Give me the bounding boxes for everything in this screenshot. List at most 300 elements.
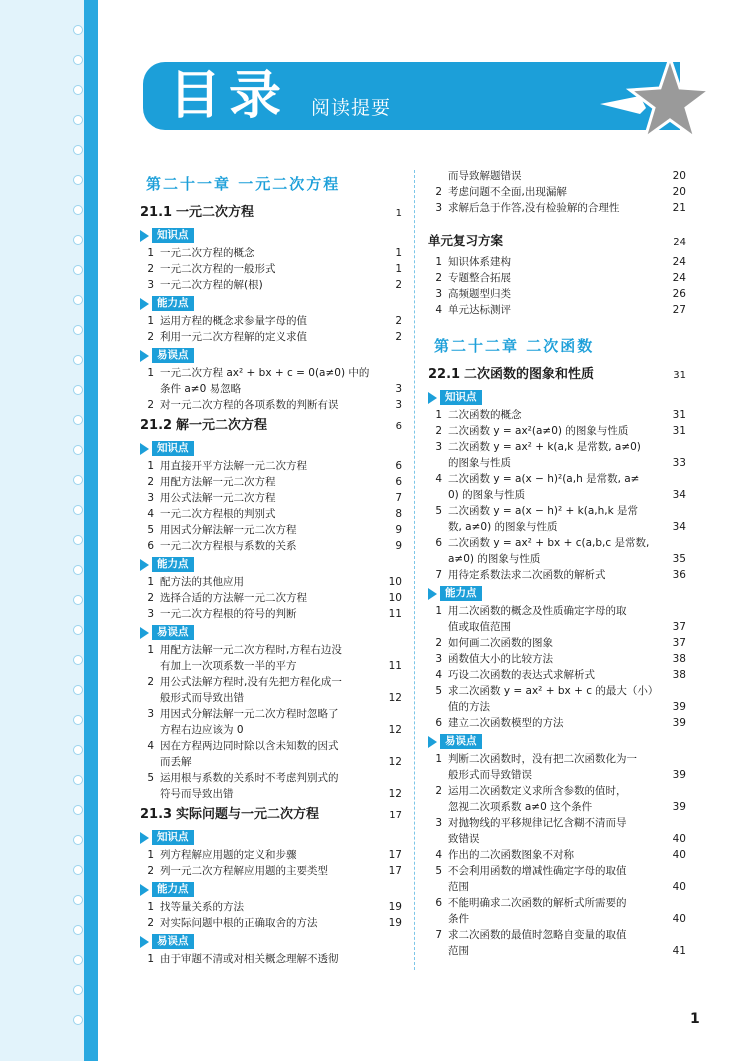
section-heading[interactable] — [140, 804, 402, 827]
toc-entry[interactable] — [140, 261, 402, 277]
category-label: 易误点 — [152, 348, 194, 363]
page-ref: 37 — [672, 621, 686, 633]
toc-entry[interactable] — [140, 245, 402, 261]
toc-entry[interactable] — [428, 911, 686, 927]
entry-text: 一元二次方程根的判别式 — [160, 508, 276, 520]
entry-text: 专题整合拓展 — [448, 272, 511, 284]
page-ref: 1 — [395, 208, 402, 219]
toc-entry[interactable] — [428, 715, 686, 731]
entry-text: 选择合适的方法解一元二次方程 — [160, 592, 307, 604]
toc-entry[interactable] — [428, 407, 686, 423]
page-ref: 31 — [672, 425, 686, 437]
chapter-heading[interactable]: 第二十二章 二次函数 — [434, 337, 595, 355]
toc-entry[interactable] — [140, 863, 402, 879]
entry-text: 忽视二次项系数 a≠0 这个条件 — [448, 801, 593, 813]
toc-entry[interactable] — [140, 538, 402, 554]
section-number: 22.1 — [428, 367, 461, 382]
binder-hole — [74, 506, 83, 515]
entry-text: 一元二次方程 ax² + bx + c = 0(a≠0) 中的 — [160, 367, 370, 379]
page-ref: 12 — [388, 788, 402, 800]
entry-text: 用因式分解法解一元二次方程 — [160, 524, 297, 536]
entry-number: 2 — [147, 917, 154, 929]
page-ref: 38 — [672, 669, 686, 681]
category-tag — [140, 441, 402, 456]
page-subtitle: 阅读提要 — [311, 97, 392, 119]
entry-number: 2 — [147, 476, 154, 488]
entry-number: 1 — [435, 409, 442, 421]
binder-hole — [74, 26, 83, 35]
entry-number: 3 — [435, 817, 442, 829]
toc-entry[interactable] — [140, 915, 402, 931]
page-ref: 11 — [388, 608, 402, 620]
binder-hole — [74, 596, 83, 605]
page-ref: 10 — [388, 576, 402, 588]
section-title: 二次函数的图象和性质 — [464, 367, 595, 382]
toc-entry[interactable] — [428, 863, 686, 879]
play-triangle-icon — [140, 443, 149, 455]
binder-hole — [74, 146, 83, 155]
entry-number: 5 — [435, 685, 442, 697]
entry-text: 列一元二次方程解应用题的主要类型 — [160, 865, 328, 877]
toc-entry[interactable] — [428, 847, 686, 863]
entry-number: 2 — [147, 399, 154, 411]
binder-hole — [74, 746, 83, 755]
category-tag — [140, 557, 402, 572]
page-ref: 36 — [672, 569, 686, 581]
page-ref: 37 — [672, 637, 686, 649]
toc-entry[interactable] — [140, 642, 402, 658]
entry-text: 找等量关系的方法 — [160, 901, 244, 913]
entry-text: 运用二次函数定义求所含参数的值时， — [448, 785, 627, 797]
toc-entry[interactable] — [140, 786, 402, 802]
toc-entry[interactable] — [428, 799, 686, 815]
entry-number: 6 — [435, 537, 442, 549]
toc-entry[interactable] — [140, 329, 402, 345]
binder-hole — [74, 56, 83, 65]
binder-edge — [84, 0, 98, 1061]
binder-hole — [74, 176, 83, 185]
entry-text: 不能明确求二次函数的解析式所需要的 — [448, 897, 627, 909]
toc-entry[interactable] — [428, 683, 686, 699]
chapter-heading: 第二十一章 一元二次方程 — [146, 175, 341, 193]
toc-entry[interactable] — [140, 674, 402, 690]
play-triangle-icon — [140, 832, 149, 844]
entry-number: 1 — [435, 256, 442, 268]
toc-entry[interactable] — [140, 506, 402, 522]
entry-text: 有加上一次项系数一半的平方 — [160, 660, 297, 672]
page-ref: 40 — [672, 881, 686, 893]
entry-number: 2 — [435, 785, 442, 797]
play-triangle-icon — [140, 230, 149, 242]
toc-entry[interactable] — [428, 200, 686, 216]
toc-entry[interactable] — [140, 738, 402, 754]
entry-text: 巧设二次函数的表达式求解析式 — [448, 669, 595, 681]
entry-text: 致错误 — [448, 833, 480, 845]
entry-number: 1 — [147, 247, 154, 259]
toc-entry[interactable] — [140, 658, 402, 674]
toc-entry[interactable] — [428, 751, 686, 767]
category-tag — [140, 348, 402, 363]
entry-text: 般形式而导致出错 — [160, 692, 244, 704]
page-number: 1 — [690, 1011, 700, 1027]
toc-entry[interactable] — [140, 522, 402, 538]
entry-text: 方程右边应该为 0 — [160, 724, 244, 736]
page-ref: 12 — [388, 692, 402, 704]
category-label: 能力点 — [152, 296, 194, 311]
toc-entry[interactable] — [428, 503, 686, 519]
entry-number: 2 — [147, 331, 154, 343]
entry-text: 用直接开平方法解一元二次方程 — [160, 460, 307, 472]
page-ref: 39 — [672, 801, 686, 813]
entry-number: 5 — [435, 505, 442, 517]
page-ref: 10 — [388, 592, 402, 604]
section-heading[interactable] — [140, 415, 402, 438]
page-ref: 27 — [672, 304, 686, 316]
toc-entry[interactable] — [140, 490, 402, 506]
toc-entry[interactable] — [140, 847, 402, 863]
entry-text: 用配方法解一元二次方程 — [160, 476, 276, 488]
page-ref: 38 — [672, 653, 686, 665]
entry-text: 二次函数 y = a(x − h)² + k(a,h,k 是常 — [448, 505, 639, 517]
entry-text: 考虑问题不全面,出现漏解 — [448, 186, 567, 198]
entry-number: 1 — [147, 367, 154, 379]
entry-number: 1 — [435, 753, 442, 765]
binder-hole — [74, 326, 83, 335]
page-ref: 17 — [388, 849, 402, 861]
entry-text: 的图象与性质 — [448, 457, 511, 469]
binder-hole — [74, 836, 83, 845]
toc-left-column — [140, 168, 402, 967]
page-ref: 24 — [672, 256, 686, 268]
entry-text: 二次函数的概念 — [448, 409, 522, 421]
entry-text: 对实际问题中根的正确取舍的方法 — [160, 917, 318, 929]
section-number: 21.1 — [140, 205, 173, 220]
entry-text: 函数值大小的比较方法 — [448, 653, 553, 665]
toc-entry[interactable] — [140, 397, 402, 413]
entry-text: 因在方程两边同时除以含未知数的因式 — [160, 740, 339, 752]
entry-text: 二次函数 y = ax² + k(a,k 是常数, a≠0) — [448, 441, 641, 453]
entry-text: 二次函数 y = ax² + bx + c(a,b,c 是常数, — [448, 537, 650, 549]
binder-hole — [74, 476, 83, 485]
toc-entry[interactable] — [140, 754, 402, 770]
toc-entry[interactable] — [428, 831, 686, 847]
binder-hole — [74, 416, 83, 425]
toc-entry[interactable] — [428, 651, 686, 667]
entry-number: 7 — [435, 569, 442, 581]
entry-number: 4 — [147, 740, 154, 752]
page-title: 目录 — [169, 66, 290, 126]
binder-hole — [74, 926, 83, 935]
toc-entry[interactable] — [140, 722, 402, 738]
binder-hole — [74, 956, 83, 965]
toc-list-right — [428, 168, 686, 959]
entry-number: 4 — [435, 849, 442, 861]
page-ref: 20 — [672, 186, 686, 198]
toc-entry[interactable] — [428, 168, 686, 184]
toc-entry[interactable] — [428, 519, 686, 535]
toc-entry[interactable] — [140, 365, 402, 381]
page-ref: 2 — [395, 279, 402, 291]
toc-entry[interactable] — [428, 815, 686, 831]
entry-number: 3 — [435, 653, 442, 665]
entry-text: 求解后急于作答,没有检验解的合理性 — [448, 202, 620, 214]
page-ref: 19 — [388, 917, 402, 929]
binder-hole — [74, 626, 83, 635]
category-label: 易误点 — [152, 625, 194, 640]
toc-entry[interactable] — [428, 455, 686, 471]
entry-text: 符号而导致出错 — [160, 788, 234, 800]
entry-text: 值或取值范围 — [448, 621, 511, 633]
page-ref: 21 — [672, 202, 686, 214]
toc-entry[interactable] — [428, 286, 686, 302]
toc-entry[interactable] — [428, 270, 686, 286]
page-ref: 20 — [672, 170, 686, 182]
entry-text: 用公式法解方程时,没有先把方程化成一 — [160, 676, 342, 688]
entry-number: 4 — [147, 508, 154, 520]
toc-entry[interactable] — [428, 535, 686, 551]
toc-entry[interactable] — [428, 551, 686, 567]
toc-entry[interactable] — [428, 767, 686, 783]
toc-entry[interactable] — [140, 899, 402, 915]
page-ref: 24 — [672, 272, 686, 284]
binder-hole — [74, 1016, 83, 1025]
page-ref: 12 — [388, 724, 402, 736]
toc-entry[interactable] — [428, 487, 686, 503]
entry-text: 一元二次方程根与系数的关系 — [160, 540, 297, 552]
toc-entry[interactable] — [140, 951, 402, 967]
category-tag — [428, 586, 686, 601]
page-ref: 9 — [395, 524, 402, 536]
toc-entry[interactable] — [428, 302, 686, 318]
play-triangle-icon — [140, 627, 149, 639]
toc-entry[interactable] — [140, 706, 402, 722]
entry-number: 1 — [147, 460, 154, 472]
unit-review-heading[interactable] — [428, 230, 686, 254]
section-number: 21.2 — [140, 418, 173, 433]
category-tag — [140, 625, 402, 640]
page-ref: 33 — [672, 457, 686, 469]
category-label: 能力点 — [440, 586, 482, 601]
toc-entry[interactable] — [140, 313, 402, 329]
entry-number: 1 — [147, 315, 154, 327]
play-triangle-icon — [428, 588, 437, 600]
binder-hole — [74, 686, 83, 695]
toc-entry[interactable] — [140, 590, 402, 606]
section-number: 21.3 — [140, 807, 173, 822]
toc-entry[interactable] — [140, 277, 402, 293]
toc-entry[interactable] — [428, 423, 686, 439]
page-ref: 39 — [672, 769, 686, 781]
toc-entry[interactable] — [140, 474, 402, 490]
entry-text: 用二次函数的概念及性质确定字母的取 — [448, 605, 627, 617]
toc-entry[interactable] — [428, 603, 686, 619]
entry-text: 作出的二次函数图象不对称 — [448, 849, 574, 861]
entry-text: 用因式分解法解一元二次方程时忽略了 — [160, 708, 339, 720]
entry-number: 1 — [147, 576, 154, 588]
entry-number: 3 — [147, 279, 154, 291]
category-label: 知识点 — [152, 441, 194, 456]
category-label: 易误点 — [440, 734, 482, 749]
toc-entry[interactable] — [428, 667, 686, 683]
binder-hole — [74, 356, 83, 365]
play-triangle-icon — [140, 559, 149, 571]
toc-right-column — [428, 168, 686, 959]
page-ref: 34 — [672, 521, 686, 533]
page-ref: 3 — [395, 399, 402, 411]
entry-number: 2 — [147, 592, 154, 604]
entry-number: 5 — [147, 524, 154, 536]
toc-entry[interactable] — [428, 184, 686, 200]
category-tag — [140, 228, 402, 243]
category-tag — [140, 882, 402, 897]
play-triangle-icon — [140, 298, 149, 310]
play-triangle-icon — [140, 884, 149, 896]
page-ref: 2 — [395, 315, 402, 327]
entry-text: a≠0) 的图象与性质 — [448, 553, 541, 565]
entry-number: 1 — [147, 644, 154, 656]
toc-entry[interactable] — [140, 690, 402, 706]
entry-text: 范围 — [448, 881, 469, 893]
entry-number: 4 — [435, 304, 442, 316]
page-ref: 6 — [395, 460, 402, 472]
entry-text: 用配方法解一元二次方程时,方程右边没 — [160, 644, 342, 656]
entry-text: 对抛物线的平移规律记忆含糊不清而导 — [448, 817, 627, 829]
entry-text: 列方程解应用题的定义和步骤 — [160, 849, 297, 861]
toc-entry[interactable] — [428, 635, 686, 651]
toc-entry[interactable] — [428, 783, 686, 799]
page-ref: 40 — [672, 849, 686, 861]
entry-text: 知识体系建构 — [448, 256, 511, 268]
binder-hole — [74, 806, 83, 815]
entry-text: 数, a≠0) 的图象与性质 — [448, 521, 558, 533]
entry-number: 4 — [435, 669, 442, 681]
play-triangle-icon — [428, 392, 437, 404]
category-label: 知识点 — [440, 390, 482, 405]
binder-rings — [0, 20, 84, 1050]
binder-strip — [0, 0, 84, 1061]
entry-number: 6 — [435, 717, 442, 729]
page-ref: 31 — [672, 409, 686, 421]
entry-text: 一元二次方程的概念 — [160, 247, 255, 259]
entry-text: 般形式而导致错误 — [448, 769, 532, 781]
play-triangle-icon — [140, 936, 149, 948]
entry-text: 而导致解题错误 — [448, 170, 522, 182]
page-ref: 12 — [388, 756, 402, 768]
page-ref: 26 — [672, 288, 686, 300]
entry-text: 范围 — [448, 945, 469, 957]
play-triangle-icon — [428, 736, 437, 748]
binder-hole — [74, 236, 83, 245]
entry-text: 利用一元二次方程解的定义求值 — [160, 331, 307, 343]
entry-number: 2 — [147, 263, 154, 275]
toc-entry[interactable] — [428, 895, 686, 911]
entry-number: 4 — [435, 473, 442, 485]
entry-text: 条件 — [448, 913, 469, 925]
toc-entry[interactable] — [140, 574, 402, 590]
entry-text: 对一元二次方程的各项系数的判断有误 — [160, 399, 339, 411]
binder-hole — [74, 386, 83, 395]
page-ref: 24 — [673, 237, 686, 248]
section-heading[interactable] — [428, 364, 686, 387]
category-label: 知识点 — [152, 830, 194, 845]
entry-text: 二次函数 y = ax²(a≠0) 的图象与性质 — [448, 425, 629, 437]
page-ref: 17 — [389, 810, 402, 821]
binder-hole — [74, 116, 83, 125]
entry-number: 3 — [147, 708, 154, 720]
page-ref: 9 — [395, 540, 402, 552]
toc-entry[interactable] — [428, 699, 686, 715]
toc-entry[interactable] — [428, 619, 686, 635]
entry-number: 1 — [435, 605, 442, 617]
entry-number: 2 — [435, 186, 442, 198]
page-ref: 34 — [672, 489, 686, 501]
toc-entry[interactable] — [140, 606, 402, 622]
category-label: 能力点 — [152, 557, 194, 572]
entry-text: 运用根与系数的关系时不考虑判别式的 — [160, 772, 339, 784]
page-ref: 2 — [395, 331, 402, 343]
entry-text: 而丢解 — [160, 756, 192, 768]
toc-entry[interactable] — [428, 927, 686, 943]
entry-text: 二次函数 y = a(x − h)²(a,h 是常数, a≠ — [448, 473, 640, 485]
entry-number: 3 — [147, 608, 154, 620]
page-ref: 19 — [388, 901, 402, 913]
binder-hole — [74, 776, 83, 785]
page-ref: 39 — [672, 717, 686, 729]
category-label: 知识点 — [152, 228, 194, 243]
toc-entry[interactable] — [428, 471, 686, 487]
entry-text: 配方法的其他应用 — [160, 576, 244, 588]
toc-entry[interactable] — [140, 381, 402, 397]
entry-number: 2 — [435, 425, 442, 437]
entry-number: 2 — [147, 865, 154, 877]
page-ref: 17 — [388, 865, 402, 877]
section-heading[interactable] — [140, 202, 402, 225]
binder-hole — [74, 536, 83, 545]
binder-hole — [74, 86, 83, 95]
entry-text: 高频题型归类 — [448, 288, 511, 300]
binder-hole — [74, 986, 83, 995]
entry-text: 一元二次方程的解(根) — [160, 279, 263, 291]
unit-title: 单元复习方案 — [428, 233, 504, 248]
toc-entry[interactable] — [140, 770, 402, 786]
entry-text: 不会利用函数的增减性确定字母的取值 — [448, 865, 627, 877]
page-ref: 40 — [672, 833, 686, 845]
page-ref: 35 — [672, 553, 686, 565]
page-ref: 8 — [395, 508, 402, 520]
toc-entry[interactable] — [428, 439, 686, 455]
entry-number: 1 — [147, 953, 154, 965]
entry-number: 3 — [147, 492, 154, 504]
toc-entry[interactable] — [428, 943, 686, 959]
entry-text: 求二次函数 y = ax² + bx + c 的最大（小） — [448, 685, 659, 697]
toc-entry[interactable] — [428, 254, 686, 270]
entry-number: 3 — [435, 441, 442, 453]
category-tag — [428, 390, 686, 405]
entry-text: 由于审题不清或对相关概念理解不透彻 — [160, 953, 339, 965]
binder-hole — [74, 206, 83, 215]
toc-entry[interactable] — [140, 458, 402, 474]
binder-hole — [74, 866, 83, 875]
page-ref: 7 — [395, 492, 402, 504]
toc-entry[interactable] — [428, 567, 686, 583]
entry-number: 2 — [147, 676, 154, 688]
binder-hole — [74, 566, 83, 575]
entry-text: 运用方程的概念求参量字母的值 — [160, 315, 307, 327]
entry-text: 求二次函数的最值时忽略自变量的取值 — [448, 929, 627, 941]
binder-hole — [74, 296, 83, 305]
toc-entry[interactable] — [428, 879, 686, 895]
section-title: 一元二次方程 — [176, 205, 255, 220]
